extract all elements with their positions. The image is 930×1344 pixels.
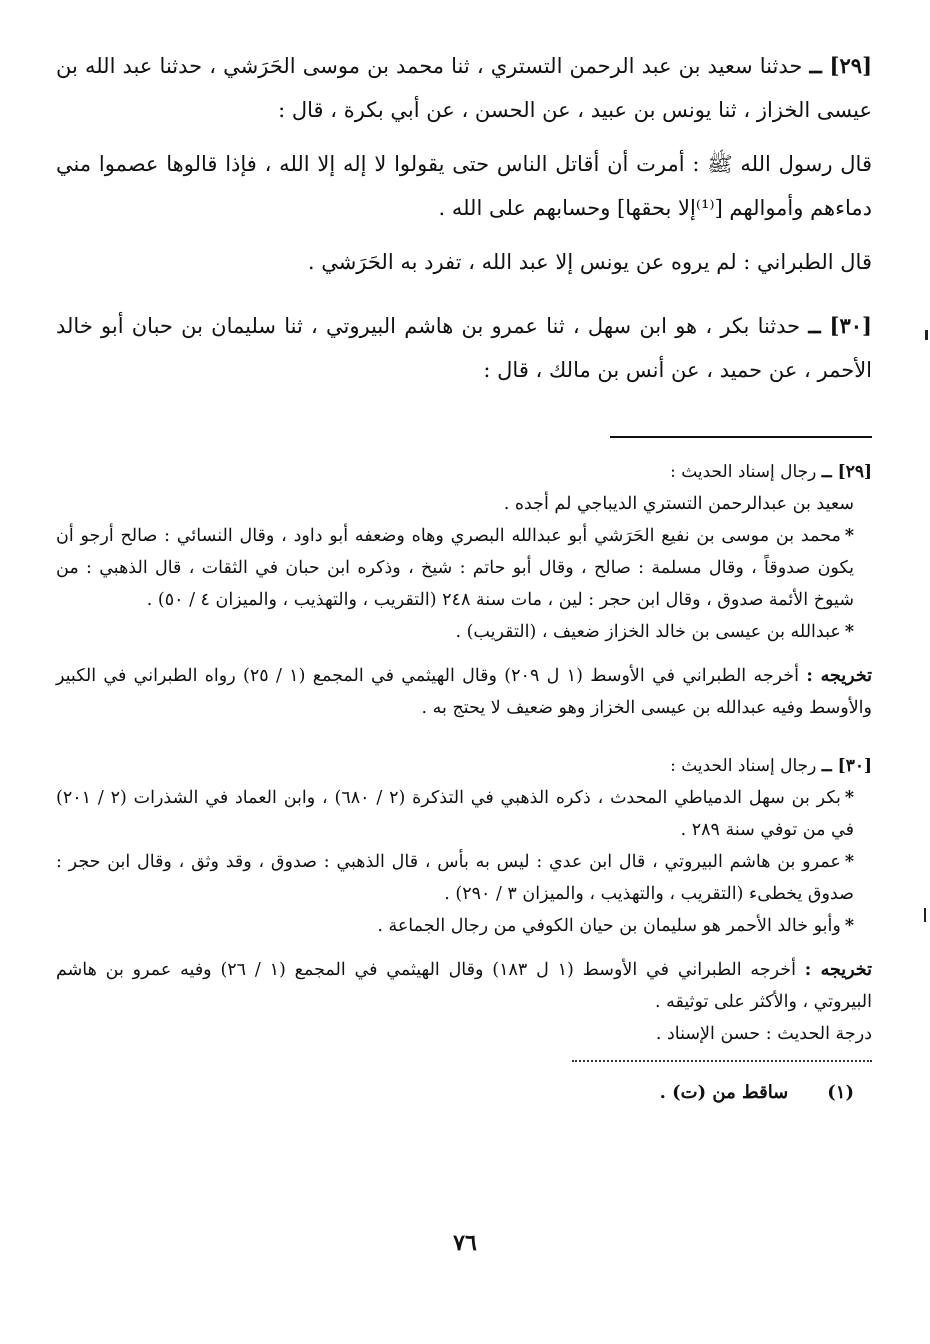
notes-30-narrator-3-text: وأبو خالد الأحمر هو سليمان بن حيان الكوفي من رجال الجماعة .	[377, 916, 841, 936]
grade-label: درجة الحديث :	[765, 1024, 872, 1044]
notes-29-narrator-3-text: عبدالله بن عيسى بن خالد الخزاز ضعيف ، (التقريب) .	[455, 622, 841, 642]
scan-edge-mark	[924, 908, 926, 922]
footnote-number: (١)	[827, 1082, 854, 1103]
notes-30-narrator-2-text: عمرو بن هاشم البيروتي ، قال ابن عدي : ليس به بأس ، قال الذهبي : صدوق ، وقد وثق ، وقال ابن حجر : صدوق يخطىء (التقريب ، والتهذيب ، والميزان ٣ / ٢٩٠) .	[56, 852, 854, 904]
footnote-1	[56, 1076, 872, 1110]
notes-29-narrator-1: سعيد بن عبدالرحمن التستري الديباجي لم أجده .	[503, 494, 854, 514]
hadith-30-isnad	[56, 304, 872, 392]
footnote-dotted-separator	[572, 1060, 872, 1062]
hadith-29-tabarani-comment: قال الطبراني : لم يروه عن يونس إلا عبد الله ، تفرد به الحَرَشي .	[307, 250, 872, 274]
grade-value: حسن الإسناد .	[655, 1024, 761, 1044]
notes-29-narrator-2-text: محمد بن موسى بن نفيع الحَرَشي أبو عبدالله البصري وهاه وضعفه أبو داود ، وقال النسائي : صالح أرجو أن يكون صدوقاً ، وقال مسلمة : صالح ، وقال أبو حاتم : شيخ ، وذكره ابن حبان في الثقات ، قال الذهبي : من شيوخ الأئمة صدوق ، وقال ابن حجر : لين ، مات سنة ٢٤٨ (التقريب ، والتهذيب ، والميزان ٤ / ٥٠) .	[56, 526, 854, 610]
notes-30-number: [٣٠] ــ	[821, 756, 872, 776]
takhrij-label: تخريجه :	[804, 960, 872, 980]
notes-30-heading	[56, 750, 872, 782]
notes-29-heading	[56, 456, 872, 488]
star-bullet: *	[844, 622, 854, 642]
footnote-text: ساقط من (ت) .	[659, 1082, 789, 1103]
notes-30-narrator-2	[56, 846, 872, 910]
notes-29-takhrij	[56, 660, 872, 724]
star-bullet: *	[844, 852, 854, 872]
star-bullet: *	[844, 916, 854, 936]
hadith-30-number: [٣٠] ــ	[808, 313, 872, 338]
star-bullet: *	[844, 526, 854, 546]
notes-29-narrator-2	[56, 520, 872, 616]
notes-30-grade	[56, 1018, 872, 1050]
takhrij-label: تخريجه :	[806, 666, 872, 686]
notes-30-takhrij	[56, 954, 872, 1018]
main-text	[56, 44, 872, 392]
scan-edge-mark	[925, 330, 928, 340]
hadith-30-isnad-line1: حدثنا بكر ، هو ابن سهل ، ثنا عمرو بن هاشم البيروتي ، ثنا سليمان بن	[181, 314, 801, 338]
footnote-separator	[610, 436, 872, 438]
notes-30-takhrij-text: أخرجه الطبراني في الأوسط (١ ل ١٨٣) وقال الهيثمي في المجمع (١ / ٢٦) وفيه عمرو بن هاشم البيروتي ، والأكثر على توثيقه .	[56, 960, 872, 1012]
notes-30-narrator-1	[56, 782, 872, 846]
hadith-30-isnad-line2: حبان أبو خالد الأحمر ، عن حميد ، عن أنس بن مالك ، قال :	[56, 314, 872, 382]
notes-29-number: [٢٩] ــ	[821, 462, 872, 482]
hadith-29-text: قال رسول الله ﷺ : أمرت أن أقاتل الناس حتى يقولوا لا إله إلا الله ، فإذا قالوها عصموا مني دماءهم وأموالهم [⁽¹⁾إلا بحقها] وحسابهم على الله .	[56, 152, 872, 220]
notes-30-narrator-3	[56, 910, 872, 942]
notes-30-label: رجال إسناد الحديث :	[670, 756, 817, 776]
hadith-29-isnad-line1: حدثنا سعيد بن عبد الرحمن التستري ، ثنا محمد بن موسى الحَرَشي ، حدثنا	[159, 54, 803, 78]
hadith-29-number: [٢٩] ــ	[809, 53, 872, 78]
notes-29-takhrij-text: أخرجه الطبراني في الأوسط (١ ل ٢٠٩) وقال الهيثمي في المجمع (١ / ٢٥) رواه الطبراني في الكبير والأوسط وفيه عبدالله بن عيسى الخزاز وهو ضعيف لا يحتج به .	[56, 666, 872, 718]
page-number: ٧٦	[453, 1230, 477, 1256]
notes-30-narrator-1-text: بكر بن سهل الدمياطي المحدث ، ذكره الذهبي في التذكرة (٢ / ٦٨٠) ، وابن العماد في الشذرات (٢ / ٢٠١) في من توفي سنة ٢٨٩ .	[56, 788, 854, 840]
notes-29-label: رجال إسناد الحديث :	[670, 462, 817, 482]
commentary-notes	[56, 456, 872, 1050]
hadith-29-isnad	[56, 44, 872, 132]
star-bullet: *	[844, 788, 855, 808]
notes-29-narrator-3	[56, 616, 872, 648]
hadith-29-isnad-line2: عبد الله بن عيسى الخزاز ، ثنا يونس بن عبيد ، عن الحسن ، عن أبي بكرة ، قال :	[56, 54, 872, 122]
